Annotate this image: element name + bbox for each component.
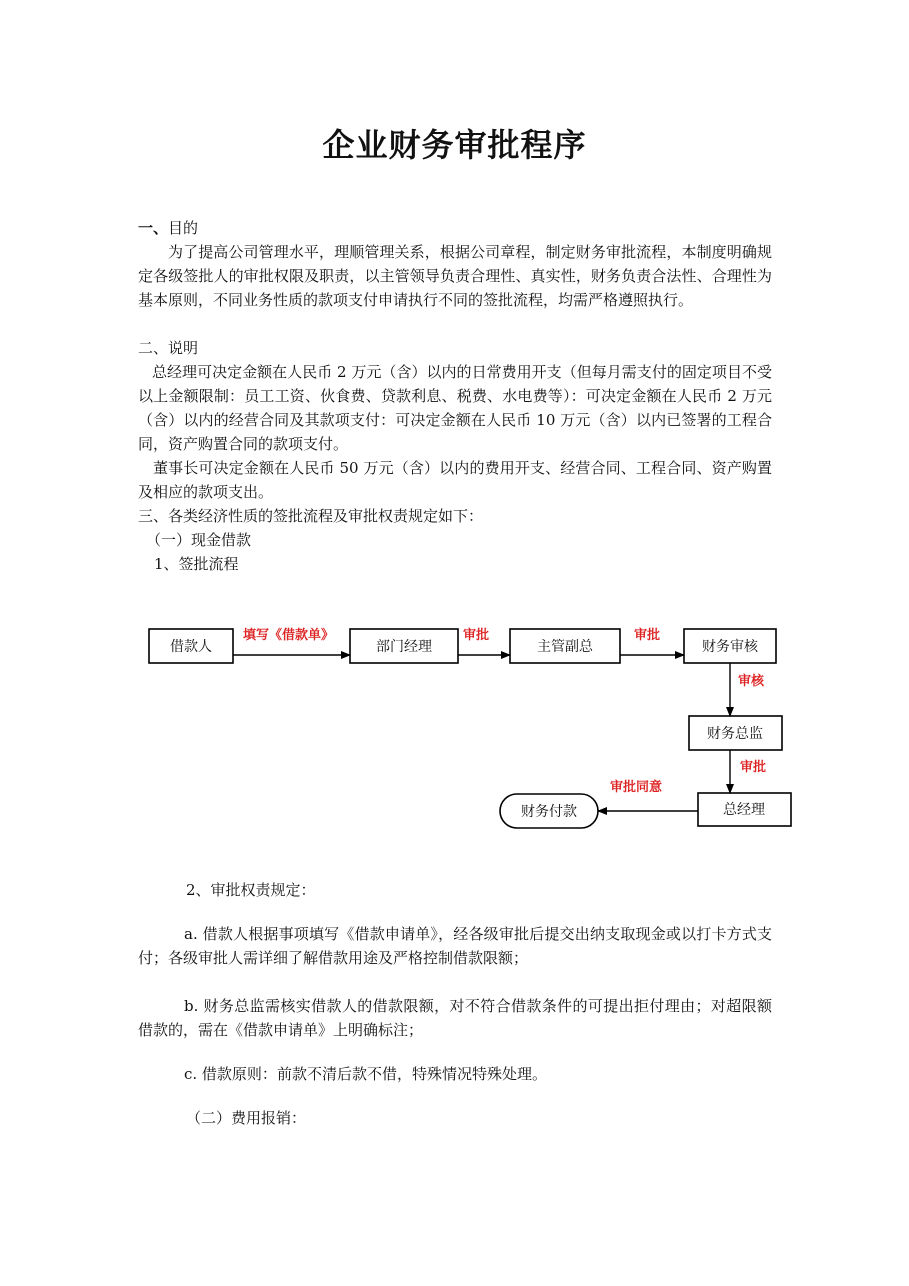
- section1-heading: [138, 216, 198, 240]
- section1-heading-text: 目的: [168, 219, 199, 237]
- approval-flowchart: [140, 615, 800, 835]
- edge-label-fill-form: 填写《借款单》: [243, 628, 335, 643]
- node-vp-label: 主管副总: [537, 639, 593, 655]
- node-gm: [698, 793, 791, 826]
- section3-sub1-heading: （一）现金借款: [146, 531, 252, 549]
- section2-paragraph-1: 总经理可决定金额在人民币 2 万元（含）以内的日常费用开支（但每月需支付的固定项目不受以上金额限制：员工工资、伙食费、贷款利息、税费、水电费等）：可决定金额在人民币 2 万元（含）以内的经营合同及其款项支付：可决定金额在人民币 10 万元（含）以内已签署的工程合同，资产购置合同的款项支付。: [138, 363, 772, 453]
- section3-sub1-item1: 1、签批流程: [154, 555, 239, 573]
- edge-label-approve-agree: 审批同意: [610, 780, 663, 795]
- section3-sub2-heading: （二）费用报销：: [186, 1109, 307, 1127]
- node-borrower: [149, 629, 233, 663]
- node-payment: [500, 794, 598, 828]
- edge-label-review: 审核: [738, 674, 765, 689]
- section2-heading: 二、说明: [138, 339, 199, 357]
- section2-paragraph-2: 董事长可决定金额在人民币 50 万元（含）以内的费用开支、经营合同、工程合同、资产购置及相应的款项支出。: [138, 459, 772, 501]
- edge-label-approve-1: 审批: [463, 628, 490, 643]
- node-finance-director-label: 财务总监: [707, 726, 763, 742]
- node-vp: [510, 629, 620, 663]
- page-title: 企业财务审批程序: [322, 126, 587, 164]
- rule-c: c. 借款原则：前款不清后款不借，特殊情况特殊处理。: [184, 1065, 547, 1083]
- node-finance-review: [684, 629, 776, 663]
- section1-heading-number: 一、: [138, 219, 169, 237]
- edge-label-approve-3: 审批: [740, 760, 767, 775]
- section3-heading: 三、各类经济性质的签批流程及审批权责规定如下：: [138, 507, 484, 525]
- node-payment-label: 财务付款: [521, 804, 577, 820]
- node-dept-manager-label: 部门经理: [376, 639, 432, 655]
- edge-label-approve-2: 审批: [634, 628, 661, 643]
- rule-b: b. 财务总监需核实借款人的借款限额，对不符合借款条件的可提出拒付理由；对超限额借款的，需在《借款申请单》上明确标注；: [138, 997, 772, 1039]
- node-gm-label: 总经理: [723, 802, 765, 818]
- node-finance-director: [689, 716, 782, 750]
- node-borrower-label: 借款人: [170, 639, 212, 655]
- section1-body: 为了提高公司管理水平，理顺管理关系，根据公司章程，制定财务审批流程，本制度明确规定各级签批人的审批权限及职责，以主管领导负责合理性、真实性，财务负责合法性、合理性为基本原则，不同业务性质的款项支付申请执行不同的签批流程，均需严格遵照执行。: [138, 243, 772, 309]
- node-finance-review-label: 财务审核: [702, 639, 758, 655]
- rule-a: a. 借款人根据事项填写《借款申请单》，经各级审批后提交出纳支取现金或以打卡方式支付；各级审批人需详细了解借款用途及严格控制借款限额；: [138, 925, 772, 967]
- node-dept-manager: [350, 629, 458, 663]
- rules-heading: 2、审批权责规定：: [186, 881, 316, 899]
